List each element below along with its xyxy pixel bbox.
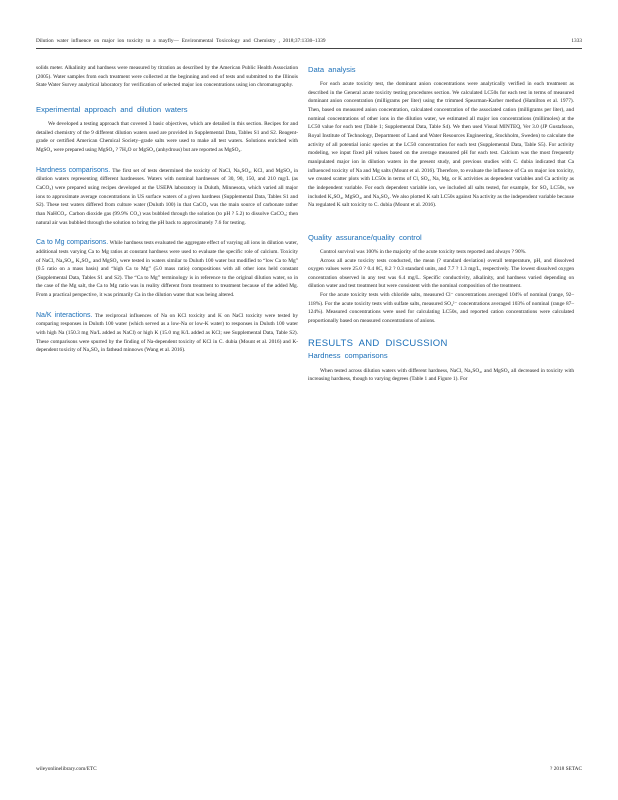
- paragraph-data-analysis: For each acute toxicity test, the dominant anion concentrations were analytically verified in each treatment as described in the General acute toxicity testing procedures section. We calculated LC50s for each test in terms of measured dominant anion concentration (milligrams per liter) using the trimmed Spearman-Karber method (Hamilton et al. 1977). Then, based on measured anion concentration, calculated concentration of the associated cation (milligrams per liter), and nominal concentrations of other ions in the dilution water, we estimated all major ion concentrations (millimoles) at the LC50 value for each test (Table 1; Supplemental Data, Table S4). We then used Visual MINTEQ, Ver 3.0 (JP Gustafsson, Royal Institute of Technology, Department of Land and Water Resources Engineering, Stockholm, Sweden) to calculate the activity of all potential ionic species at the LC50 concentration for each test (Supplemental Data, Table S5). For activity modeling, we input fixed pH values based on the average measured pH for each test. Calcium was the most frequently manipulated major ion in dilution waters in the present study, and previous studies with C. dubia indicated that Ca influenced toxicity of Na and Mg salts (Mount et al. 2016). Therefore, to evaluate the influence of Ca on major ion toxicity, we created scatter plots with LC50s in terms of Cl, SO₄, Na, Mg, or K activities as dependent variables and Ca activity as the independent variable. For each dependent variable ion, we included all salts tested, for example, for SO₄ LC50s, we included K₂SO₄, MgSO₄, and Na₂SO₄. We also plotted K salt LC50s against Na activity as the independent variable because Na regulated K salt toxicity to C. dubia (Mount et al. 2016).: [308, 81, 574, 209]
- paragraph-na-k: [36, 312, 298, 355]
- header-rule: [36, 48, 582, 49]
- paragraph-results: When tested across dilution waters with different hardness, NaCl, Na₂SO₄, and MgSO₄ all decreased in toxicity with increasing hardness, though to varying degrees (Table 1 and Figure 1). For: [308, 367, 574, 383]
- paragraph-qa-2: Across all acute toxicity tests conducted, the mean (? standard deviation) overall temperature, pH, and dissolved oxygen values were 25.0 ? 0.4 8C, 8.2 ? 0.3 standard units, and 7.7 ? 1.3 mg/L, respectively. The lowest dissolved oxygen concentration observed in any test was 6.4 mg/L. Specific conductivity, alkalinity, and hardness varied depending on dilution water and test treatment but were consistent with the nominal composition of the treatment.: [308, 257, 574, 290]
- running-header: [36, 36, 582, 46]
- footer-site: wileyonlinelibrary.com/ETC: [36, 766, 97, 772]
- runin-heading-hardness: Hardness comparisons.: [36, 166, 111, 174]
- paragraph-ca-mg: [36, 239, 298, 300]
- footer-copyright: ? 2018 SETAC: [550, 766, 582, 772]
- paragraph-hardness: [36, 167, 298, 228]
- heading-experimental-approach: Experimental approach and dilution waters: [36, 104, 188, 114]
- paragraph-intro: solids meter. Alkalinity and hardness were measured by titration as described by the American Public Health Association (2005). Water samples from each treatment were collected at the beginning and end of tests and submitted to the Illinois State Water Survey analytical laboratory for verification of selected major ion concentrations using ion chromatography.: [36, 65, 298, 89]
- paragraph-qa-3: For the acute toxicity tests with chloride salts, measured Cl⁻ concentrations averaged 104% of nominal (range, 92–118%). For the acute toxicity tests with sulfate salts, measured SO₄²⁻ concentrations averaged 103% of nominal (range 87–124%). Measured concentrations were used for calculating LC50s, and reported cation concentrations were calculated proportionally based on measured concentrations of anions.: [308, 292, 574, 325]
- paragraph-qa-1: Control survival was 100% in the majority of the acute toxicity tests reported and always ? 90%.: [320, 248, 527, 255]
- paragraph-ca-mg-text: While hardness tests evaluated the aggregate effect of varying all ions in dilution water, additional tests varying Ca to Mg ratios at constant hardness were used to evaluate the specific role of calcium. Toxicity of NaCl, Na₂SO₄, K₂SO₄, and MgSO₄ were tested in waters similar to Duluth 100 water but modified to “low Ca to Mg” (0.5 ratio on a mass basis) and “high Ca to Mg” (5.0 mass ratio) compositions with all other ions held constant (Supplemental Data, Tables S1 and S2). The “Ca to Mg” terminology is in reference to the original dilution water, so in the case of the Mg salt, the Ca to Mg ratio was in reality different from treatment to treatment because of the added Mg. From a practical perspective, it was primarily Ca in the dilution water that was being altered.: [36, 240, 299, 299]
- paragraph-hardness-text: The first set of tests determined the toxicity of NaCl, Na₂SO₄, KCl, and MgSO₄ in dilution waters representing different hardnesses. Waters with nominal hardnesses of 30, 90, 150, and 210 mg/L (as CaCO₃) were prepared using recipes developed at the USEPA laboratory in Duluth, Minnesota, which varied all major ions to approximate average concentrations in US surface waters of a given hardness (Supplemental Data, Tables S1 and S2). These test waters differed from culture water (Duluth 100) in that CaCO₃ was the main source of carbonate rather than NaHCO₃. Carbon dioxide gas (99.9% CO₂) was bubbled through the solution (to pH ? 5.2) to dissolve CaCO₃; then natural air was bubbled through the solution to bring the pH back to approximately 7.6 for testing.: [36, 167, 298, 226]
- heading-results-discussion: RESULTS AND DISCUSSION: [308, 337, 448, 349]
- heading-hardness-comparisons: Hardness comparisons: [308, 350, 388, 360]
- running-title: Dilution water influence on major ion toxicity to a mayfly— Environmental Toxicology and Chemistry , 2018;37:1330–1339: [36, 38, 326, 44]
- heading-quality-assurance: Quality assurance/quality control: [308, 232, 422, 242]
- runin-heading-ca-mg: Ca to Mg comparisons.: [36, 239, 109, 247]
- runin-heading-na-k: Na/K interactions.: [36, 311, 93, 319]
- paragraph-na-k-text: The reciprocal influences of Na on KCl toxicity and K on NaCl toxicity were tested by comparing responses in Duluth 100 water (which served as a low-Na or low-K water) to responses in Duluth 100 water with high Na (150.3 mg Na/L added as NaCl) or high K (15.0 mg K/L added as KCl; see Supplemental Data, Table S2). These comparisons were spurred by the finding of Na-dependent toxicity of KCl in C. dubia (Mount et al. 2016) and K-dependent toxicity of Na₂SO₄ in fathead minnows (Wang et al. 2016).: [36, 312, 299, 354]
- right-column: [308, 64, 574, 384]
- left-column: [36, 64, 298, 355]
- page-number: 1333: [571, 38, 582, 44]
- heading-data-analysis: Data analysis: [308, 65, 356, 74]
- paragraph-experimental: We developed a testing approach that covered 3 basic objectives, which are detailed in this section. Recipes for and detailed chemistry of the 9 different dilution waters used are provided in Supplemental Data, Tables S1 and S2. Reagent-grade or certified American Chemical Society–grade salts were used to make all test waters. Solutions enriched with MgSO₄ were prepared using MgSO₄ ? 7H₂O or MgSO₄ (anhydrous) but are reported as MgSO₄.: [36, 120, 298, 153]
